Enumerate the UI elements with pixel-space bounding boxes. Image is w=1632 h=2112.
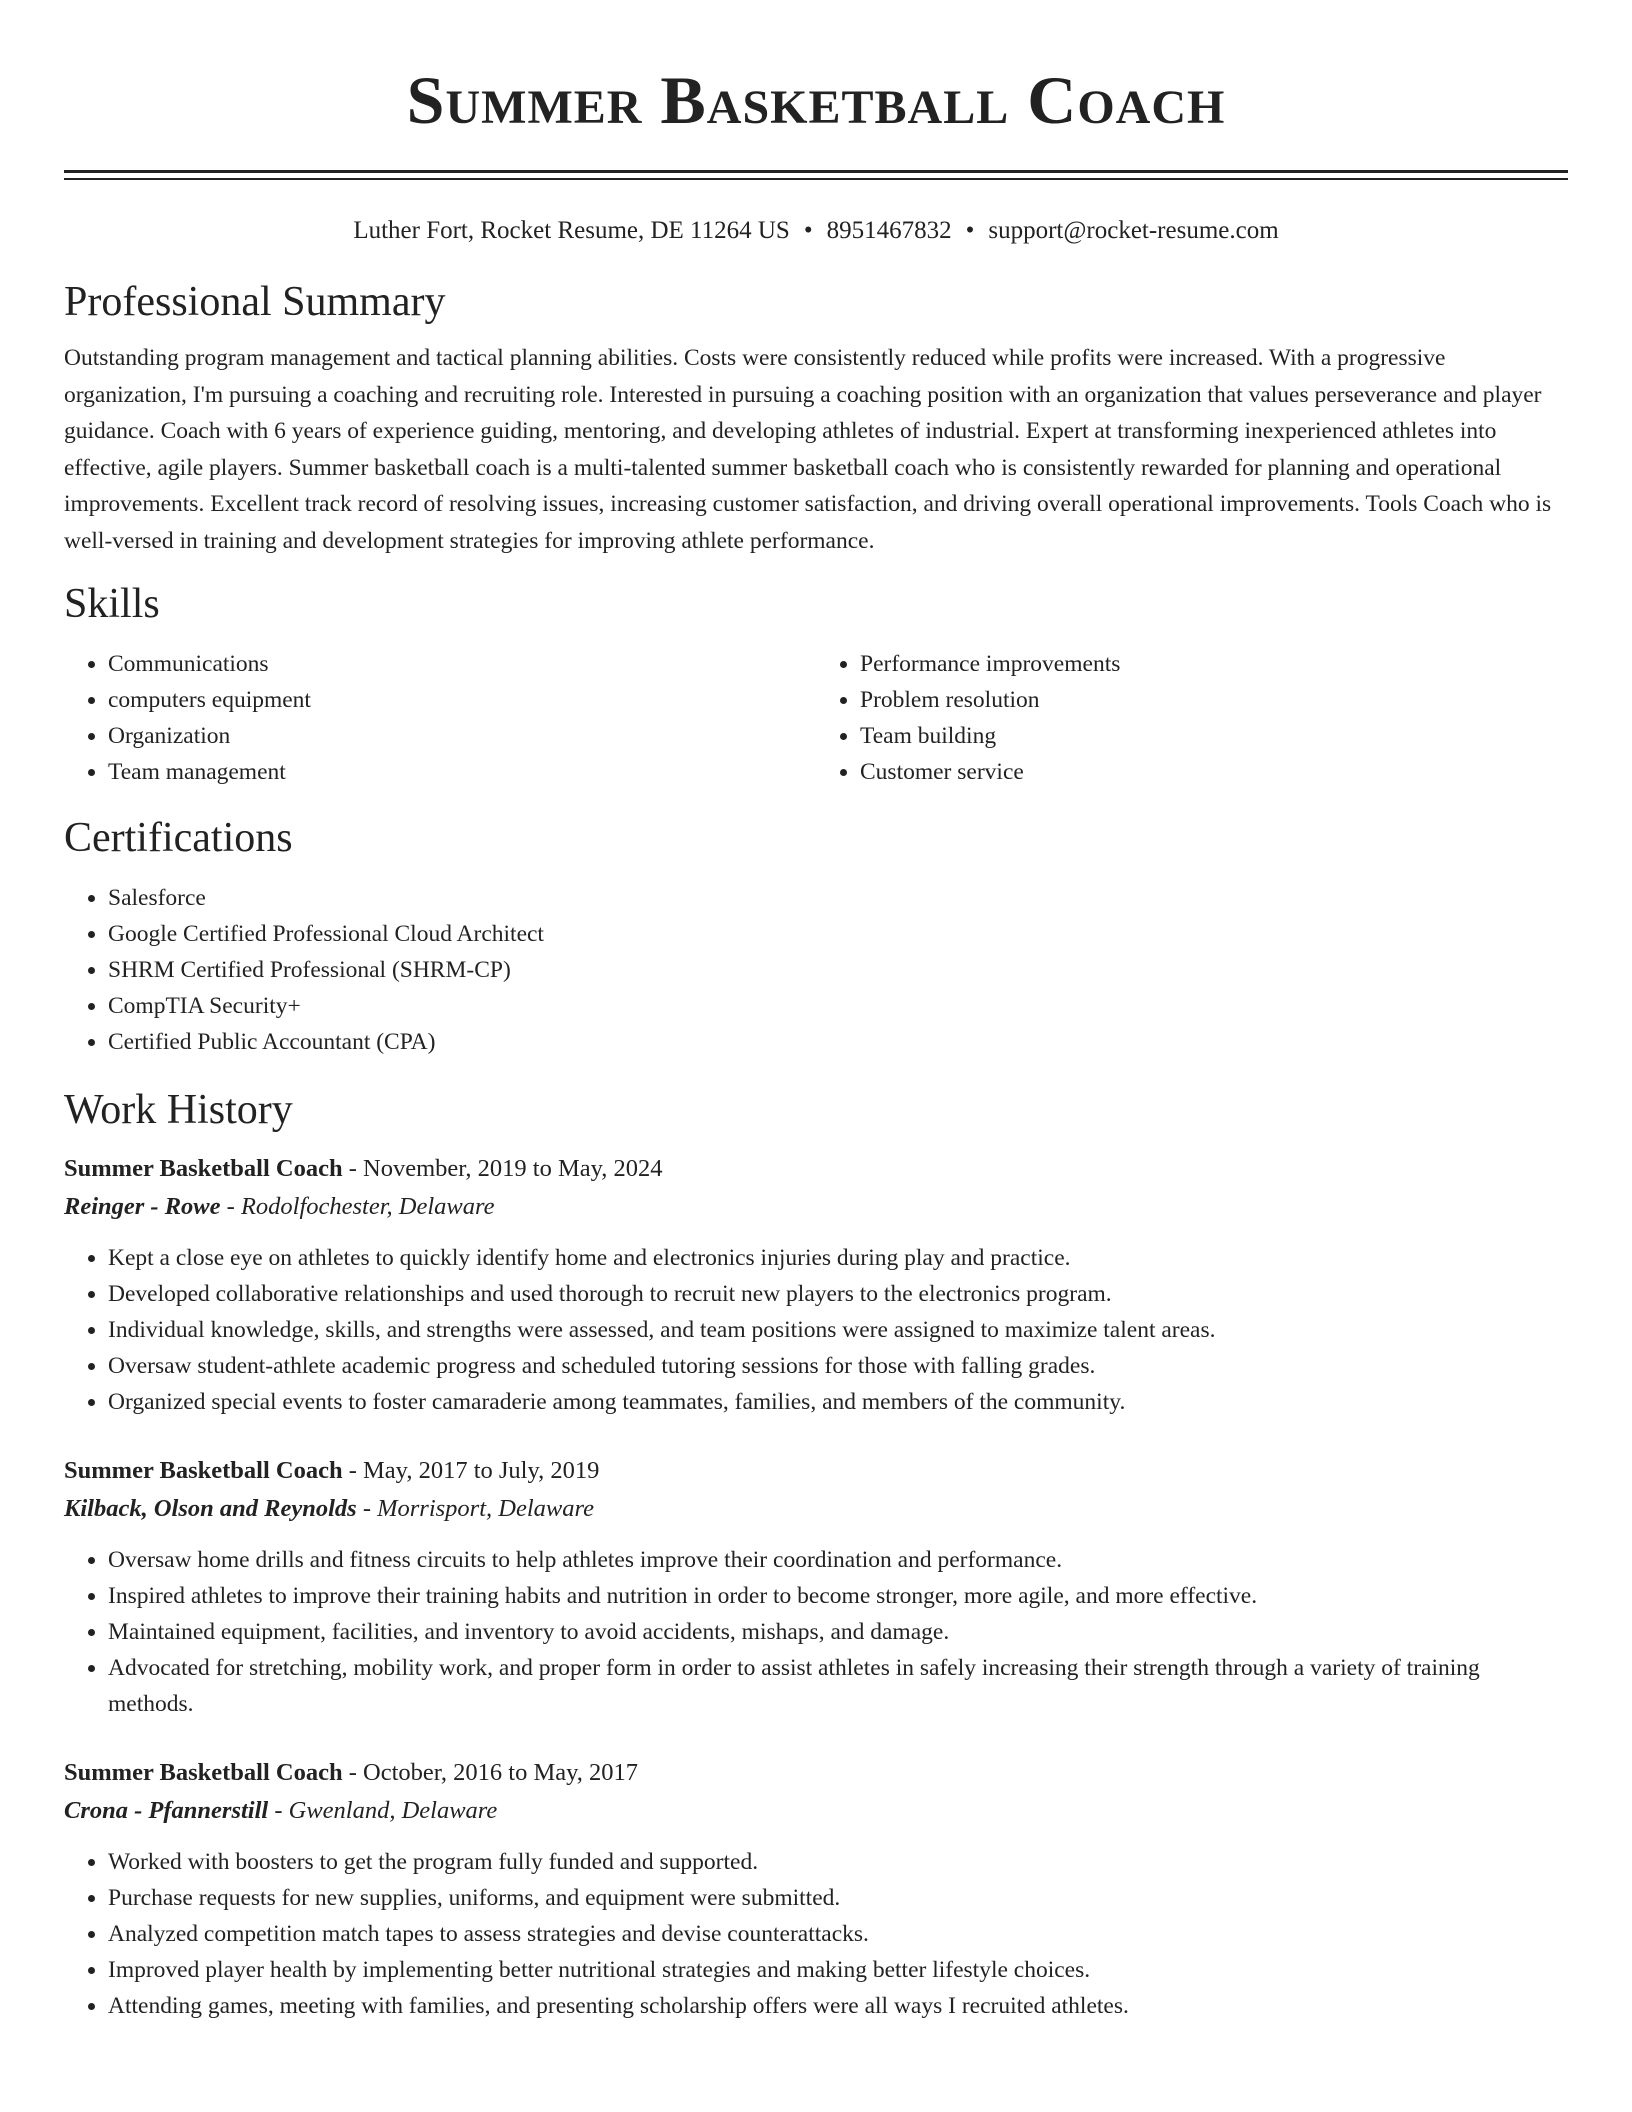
skills-column-right xyxy=(816,646,1568,790)
job-dates: - May, 2017 to July, 2019 xyxy=(342,1456,600,1484)
job-bullets xyxy=(64,1542,1568,1722)
work-history-heading: Work History xyxy=(64,1086,293,1133)
header-divider-thin xyxy=(64,178,1568,180)
job-bullet: • Individual knowledge, skills, and strengths were assessed, and team positions were assigned to maximize talent areas. xyxy=(108,1312,1568,1348)
summary-heading: Professional Summary xyxy=(64,279,446,325)
resume-name: Summer Basketball Coach xyxy=(406,62,1226,138)
job-company-line xyxy=(64,1188,1568,1226)
job-bullets xyxy=(64,1240,1568,1420)
job-bullet: • Improved player health by implementing better nutritional strategies and making better lifestyle choices. xyxy=(108,1952,1568,1988)
skills-heading: Skills xyxy=(64,580,160,627)
contact-separator: • xyxy=(965,217,975,244)
skill-item: • Organization xyxy=(108,718,816,754)
skill-item: • Performance improvements xyxy=(860,646,1568,682)
skill-item: • Communications xyxy=(108,646,816,682)
certification-item: • Certified Public Accountant (CPA) xyxy=(108,1024,1568,1060)
job-title-line xyxy=(64,1150,1568,1188)
job-title: Summer Basketball Coach xyxy=(64,1456,343,1484)
contact-line xyxy=(64,214,1568,248)
job-title: Summer Basketball Coach xyxy=(64,1758,343,1786)
skill-item: • Team building xyxy=(860,718,1568,754)
certification-item: • Salesforce xyxy=(108,880,1568,916)
job-bullet: • Purchase requests for new supplies, uniforms, and equipment were submitted. xyxy=(108,1880,1568,1916)
job-bullet: • Organized special events to foster camaraderie among teammates, families, and members of the community. xyxy=(108,1384,1568,1420)
job-entry xyxy=(64,1150,1568,1420)
job-company: Crona - Pfannerstill xyxy=(64,1796,269,1824)
skill-item: • computers equipment xyxy=(108,682,816,718)
job-location: - Rodolfochester, Delaware xyxy=(220,1192,495,1220)
job-title: Summer Basketball Coach xyxy=(64,1154,343,1182)
job-company: Kilback, Olson and Reynolds xyxy=(64,1494,357,1522)
job-bullet: • Developed collaborative relationships and used thorough to recruit new players to the electronics program. xyxy=(108,1276,1568,1312)
contact-email: support@rocket-resume.com xyxy=(988,217,1279,244)
certification-item: • CompTIA Security+ xyxy=(108,988,1568,1024)
certification-item: • SHRM Certified Professional (SHRM-CP) xyxy=(108,952,1568,988)
job-company-line xyxy=(64,1792,1568,1830)
skills-list xyxy=(64,646,1568,790)
job-bullet: • Inspired athletes to improve their training habits and nutrition in order to become stronger, more agile, and more effective. xyxy=(108,1578,1568,1614)
skills-column-left xyxy=(64,646,816,790)
job-entry xyxy=(64,1452,1568,1722)
skill-item: • Team management xyxy=(108,754,816,790)
job-bullet: • Kept a close eye on athletes to quickly identify home and electronics injuries during play and practice. xyxy=(108,1240,1568,1276)
contact-phone: 8951467832 xyxy=(826,217,952,244)
job-company-line xyxy=(64,1490,1568,1528)
job-location: - Gwenland, Delaware xyxy=(268,1796,498,1824)
job-bullet: • Advocated for stretching, mobility work, and proper form in order to assist athletes in safely increasing their strength through a variety of training methods. xyxy=(108,1650,1568,1722)
job-entry xyxy=(64,1754,1568,2024)
job-title-line xyxy=(64,1754,1568,1792)
job-bullet: • Maintained equipment, facilities, and inventory to avoid accidents, mishaps, and damage. xyxy=(108,1614,1568,1650)
job-bullets xyxy=(64,1844,1568,2024)
job-title-line xyxy=(64,1452,1568,1490)
job-bullet: • Oversaw student-athlete academic progress and scheduled tutoring sessions for those with falling grades. xyxy=(108,1348,1568,1384)
contact-separator: • xyxy=(803,217,813,244)
job-dates: - October, 2016 to May, 2017 xyxy=(342,1758,639,1786)
certifications-list xyxy=(64,880,1568,1060)
skill-item: • Problem resolution xyxy=(860,682,1568,718)
job-bullet: • Oversaw home drills and fitness circuits to help athletes improve their coordination and performance. xyxy=(108,1542,1568,1578)
certification-item: • Google Certified Professional Cloud Architect xyxy=(108,916,1568,952)
job-bullet: • Worked with boosters to get the program fully funded and supported. xyxy=(108,1844,1568,1880)
job-bullet: • Attending games, meeting with families, and presenting scholarship offers were all ways I recruited athletes. xyxy=(108,1988,1568,2024)
job-bullet: • Analyzed competition match tapes to assess strategies and devise counterattacks. xyxy=(108,1916,1568,1952)
summary-text: Outstanding program management and tactical planning abilities. Costs were consistently reduced while profits were increased. With a progressive organization, I'm pursuing a coaching and recruiting role. Interested in pursuing a coaching position with an organization that values perseverance and player guidance. Coach with 6 years of experience guiding, mentoring, and developing athletes of industrial. Expert at transforming inexperienced athletes into effective, agile players. Summer basketball coach is a multi-talented summer basketball coach who is consistently rewarded for planning and operational improvements. Excellent track record of resolving issues, increasing customer satisfaction, and driving overall operational improvements. Tools Coach who is well-versed in training and development strategies for improving athlete performance. xyxy=(64,345,1552,554)
job-company: Reinger - Rowe xyxy=(64,1192,221,1220)
contact-address: Luther Fort, Rocket Resume, DE 11264 US xyxy=(353,217,790,244)
job-location: - Morrisport, Delaware xyxy=(356,1494,594,1522)
job-dates: - November, 2019 to May, 2024 xyxy=(342,1154,663,1182)
header-divider-thick xyxy=(64,170,1568,173)
skill-item: • Customer service xyxy=(860,754,1568,790)
certifications-heading: Certifications xyxy=(64,814,293,861)
